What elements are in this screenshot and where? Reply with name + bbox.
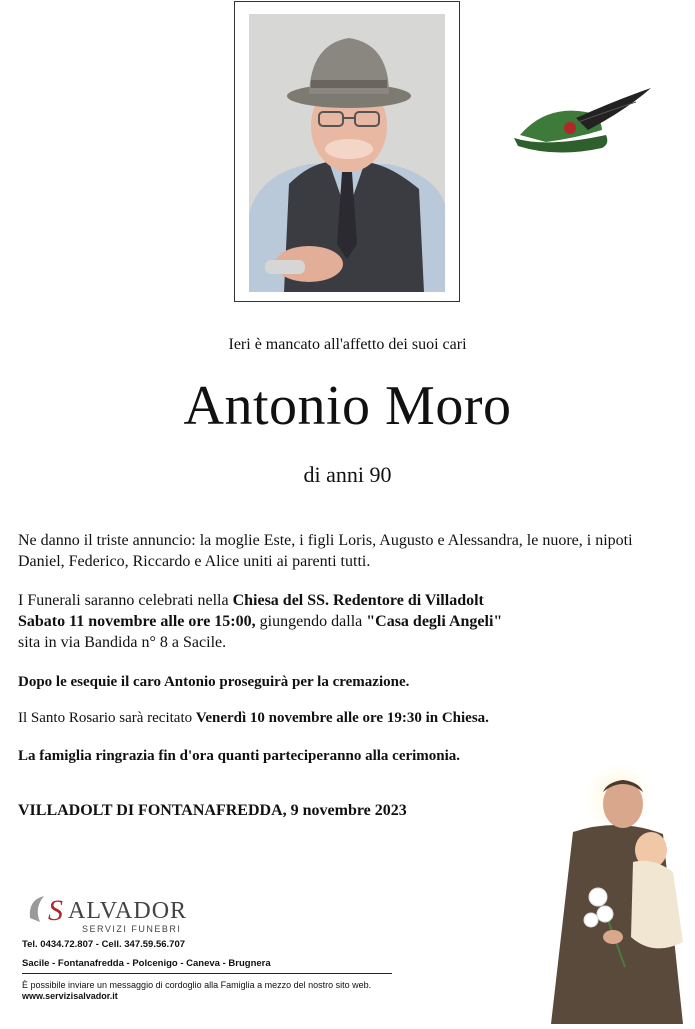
funeral-text-1: I Funerali saranno celebrati nella xyxy=(18,592,233,609)
funeral-address: sita in via Bandida n° 8 a Sacile. xyxy=(18,634,227,651)
alpine-hat-icon xyxy=(506,80,656,180)
saint-antonio-image xyxy=(543,762,695,1024)
cremation-paragraph: Dopo le esequie il caro Antonio proseguirà per la cremazione. xyxy=(18,674,410,690)
announcement-paragraph: Ne danno il triste annuncio: la moglie Este, i figli Loris, Augusto e Alessandra, le nuore, i nipoti Daniel, Federico, Riccardo e Alice uniti ai parenti tutti. xyxy=(18,532,633,570)
funeral-text-2: giungendo dalla xyxy=(255,613,367,630)
place-date: VILLADOLT DI FONTANAFREDDA, 9 novembre 2023 xyxy=(18,802,407,819)
logo-subtitle: SERVIZI FUNEBRI xyxy=(82,924,182,934)
agency-contacts: Tel. 0434.72.807 - Cell. 347.59.56.707 xyxy=(22,939,186,950)
funeral-origin: "Casa degli Angeli" xyxy=(366,613,503,630)
portrait-photo xyxy=(249,14,445,292)
funeral-paragraph xyxy=(18,590,658,653)
agency-website: www.servizisalvador.it xyxy=(22,991,118,1001)
footer-divider xyxy=(22,973,392,974)
rosary-datetime: Venerdì 10 novembre alle ore 19:30 in Chiesa. xyxy=(195,710,489,726)
portrait-frame xyxy=(234,1,460,302)
intro-text: Ieri è mancato all'affetto dei suoi cari xyxy=(228,336,467,353)
agency-logo xyxy=(22,888,222,936)
rosary-text: Il Santo Rosario sarà recitato xyxy=(18,710,196,726)
age-text: di anni 90 xyxy=(303,462,392,487)
rosary-paragraph xyxy=(18,708,658,729)
agency-towns: Sacile - Fontanafredda - Polcenigo - Caneva - Brugnera xyxy=(22,958,271,969)
funeral-church: Chiesa del SS. Redentore di Villadolt xyxy=(232,592,484,609)
deceased-name: Antonio Moro xyxy=(183,375,512,437)
thanks-paragraph: La famiglia ringrazia fin d'ora quanti parteciperanno alla cerimonia. xyxy=(18,748,461,764)
logo-initial: S xyxy=(48,894,63,927)
logo-wordmark: ALVADOR xyxy=(68,898,188,924)
condolence-note: È possibile inviare un messaggio di cordoglio alla Famiglia a mezzo del nostro sito web. xyxy=(22,980,372,990)
funeral-datetime: Sabato 11 novembre alle ore 15:00, xyxy=(18,613,256,630)
